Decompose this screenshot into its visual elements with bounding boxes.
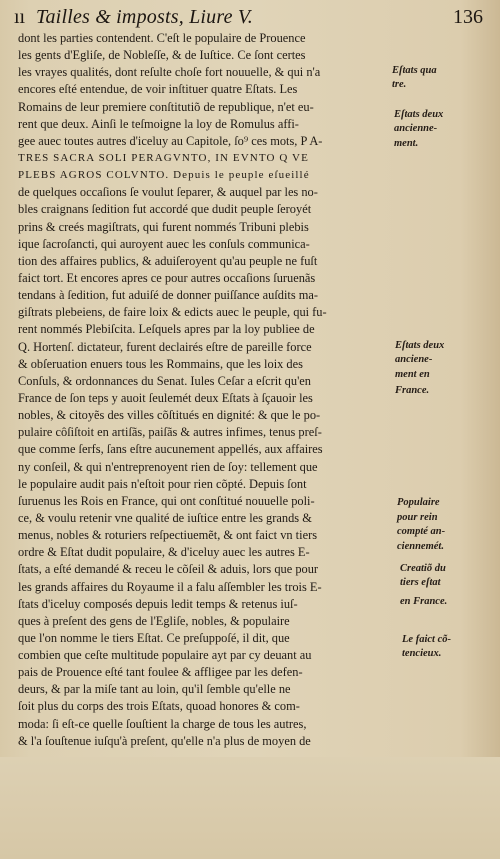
margin-note: pour rein bbox=[397, 512, 438, 523]
running-title: Tailles & imposts, Liure V. bbox=[36, 6, 253, 28]
text-line: France de ſon teps y auoit ſeulemét deux Eſtats à ſçauoir les bbox=[18, 390, 313, 405]
text-line: Q. Hortenſ. dictateur, furent declairés eſtre de pareille force bbox=[18, 339, 312, 354]
text-line: deurs, & par la miſe tant au loin, qu'il ſemble qu'elle ne bbox=[18, 682, 291, 697]
margin-note: anciene- bbox=[395, 354, 433, 365]
text-line: combien que ceſte multitude populaire ayt par cy deuant au bbox=[18, 648, 312, 663]
text-line: les vrayes qualités, dont reſulte choſe fort nouuelle, & qui n'a bbox=[18, 65, 321, 80]
margin-note: Eſtats deux bbox=[395, 340, 445, 351]
margin-note: Creatiõ du bbox=[400, 563, 446, 574]
text-line: que l'on nomme le tiers Eſtat. Ce preſuppoſé, il dit, que bbox=[18, 630, 290, 645]
text-line: ordre & Eſtat dudit populaire, & d'iceluy auec les autres E- bbox=[18, 545, 310, 560]
text-line: rent nommés Plebiſcita. Leſquels apres par la loy publiee de bbox=[18, 322, 315, 337]
margin-note: en France. bbox=[400, 596, 448, 607]
text-line: ique ſacroſancti, qui auroyent auec les conſuls communica- bbox=[18, 236, 310, 251]
text-line: TRES SACRA SOLI PERAGVNTO, IN EVNTO Q VE bbox=[18, 151, 309, 164]
text-line: nobles, & citoyẽs des villes cõſtitués en dignité: & que le po- bbox=[18, 408, 321, 423]
text-line: gee auec toutes autres d'iceluy au Capitole, ſo⁹ ces mots, P A- bbox=[18, 133, 323, 148]
text-line: pulaire côſiſtoit en artiſãs, paiſãs & autres infimes, tenus preſ- bbox=[18, 425, 322, 440]
text-line: pais de Prouence eſté tant foulee & affligee par les defen- bbox=[18, 665, 303, 680]
text-line: que comme ſerfs, ſans eſtre aucunement appellés, aux affaires bbox=[18, 442, 323, 457]
text-line: menus, nobles & roturiers reſpectiuemẽt, & ont faict vn tiers bbox=[18, 528, 318, 543]
text-line: encores eſté entendue, de voir inſtituer quatre Eſtats. Les bbox=[18, 82, 298, 97]
text-line: faict tort. Et encores apres ce pour autres occaſions ſuruenãs bbox=[18, 270, 316, 285]
text-line: ſoit plus du corps des trois Eſtats, quoad honores & com- bbox=[18, 699, 300, 714]
margin-note: Eſtats qua bbox=[392, 65, 437, 76]
text-line: moda: ſi eſt-ce quelle ſouſtient la charge de tous les autres, bbox=[18, 716, 307, 731]
margin-note: ment en bbox=[395, 369, 430, 380]
text-line: tendans à ſedition, fut aduiſé de donner puiſſance auſdits ma- bbox=[18, 288, 319, 303]
margin-note: France. bbox=[395, 385, 430, 396]
text-line: le populaire audit pais n'eſtoit pour rien cõpté. Depuis ſont bbox=[18, 476, 307, 491]
header-page-number: ıı bbox=[14, 6, 26, 28]
margin-note: Eſtats deux bbox=[394, 109, 444, 120]
text-line: de quelques occaſions ſe voulut ſeparer, & auquel par les no- bbox=[18, 185, 318, 200]
text-line: ques à preſent des gens de l'Egliſe, nobles, & populaire bbox=[18, 613, 290, 628]
page-blank-area bbox=[0, 757, 500, 859]
text-line: ny conſeil, & qui n'entreprenoyent rien de ſoy: tellement que bbox=[18, 459, 318, 474]
text-line: & obſeruation enuers tous les Rommains, que les loix des bbox=[18, 356, 303, 371]
margin-note: Le faict cõ- bbox=[402, 634, 451, 645]
margin-note: tre. bbox=[392, 79, 407, 90]
text-line: Romains de leur premiere conſtitutiõ de republique, n'et eu- bbox=[18, 99, 314, 114]
margin-note: tencieux. bbox=[402, 648, 442, 659]
text-line: ſtats d'iceluy composés depuis ledit temps & retenus iuſ- bbox=[18, 596, 298, 611]
running-header bbox=[14, 6, 484, 32]
margin-note: ment. bbox=[394, 138, 419, 149]
text-line: ce, & voulu retenir vne qualité de iuſtice entre les grands & bbox=[18, 510, 312, 525]
text-line: prins & creés magiſtrats, qui furent nommés Tribuni plebis bbox=[18, 219, 309, 234]
text-line: bles craignans ſedition fut accordé que dudit peuple ſeroyét bbox=[18, 202, 312, 217]
margin-note: tiers eſtat bbox=[400, 577, 441, 588]
text-line: Conſuls, & ordonnances du Senat. Iules Ceſar a eſcrit qu'en bbox=[18, 373, 311, 388]
folio-number: 136 bbox=[453, 6, 483, 28]
text-line: giſtrats plebeiens, de faire loix & edicts auec le peuple, qui fu- bbox=[18, 305, 327, 320]
text-line: ſtats, a eſté demandé & receu le cõſeil & aduis, lors que pour bbox=[18, 562, 319, 577]
margin-note: Populaire bbox=[397, 497, 440, 508]
text-line: PLEBS AGROS COLVNTO. Depuis le peuple eſueillé bbox=[18, 169, 310, 182]
text-line: les grands affaires du Royaume il a falu aſſembler les trois E- bbox=[18, 579, 322, 594]
text-line: les gents d'Egliſe, de Nobleſſe, & de Iuſtice. Ce ſont certes bbox=[18, 48, 306, 63]
margin-note: compté an- bbox=[397, 526, 446, 537]
text-line: ſuruenus les Rois en France, qui ont conſtitué nouuelle poli- bbox=[18, 493, 315, 508]
text-line: & l'a ſouſtenue iuſqu'à preſent, qu'elle n'a plus de moyen de bbox=[18, 733, 311, 748]
margin-note: ciennemét. bbox=[397, 541, 444, 552]
text-line: tion des affaires publics, & aduiſeroyent qu'au peuple ne fuſt bbox=[18, 253, 318, 268]
text-line: dont les parties contendent. C'eſt le populaire de Prouence bbox=[18, 31, 306, 45]
margin-note: ancienne- bbox=[394, 123, 438, 134]
text-line: rent que deux. Ainſi le teſmoigne la loy de Romulus affi- bbox=[18, 116, 299, 131]
body-text bbox=[18, 30, 390, 750]
